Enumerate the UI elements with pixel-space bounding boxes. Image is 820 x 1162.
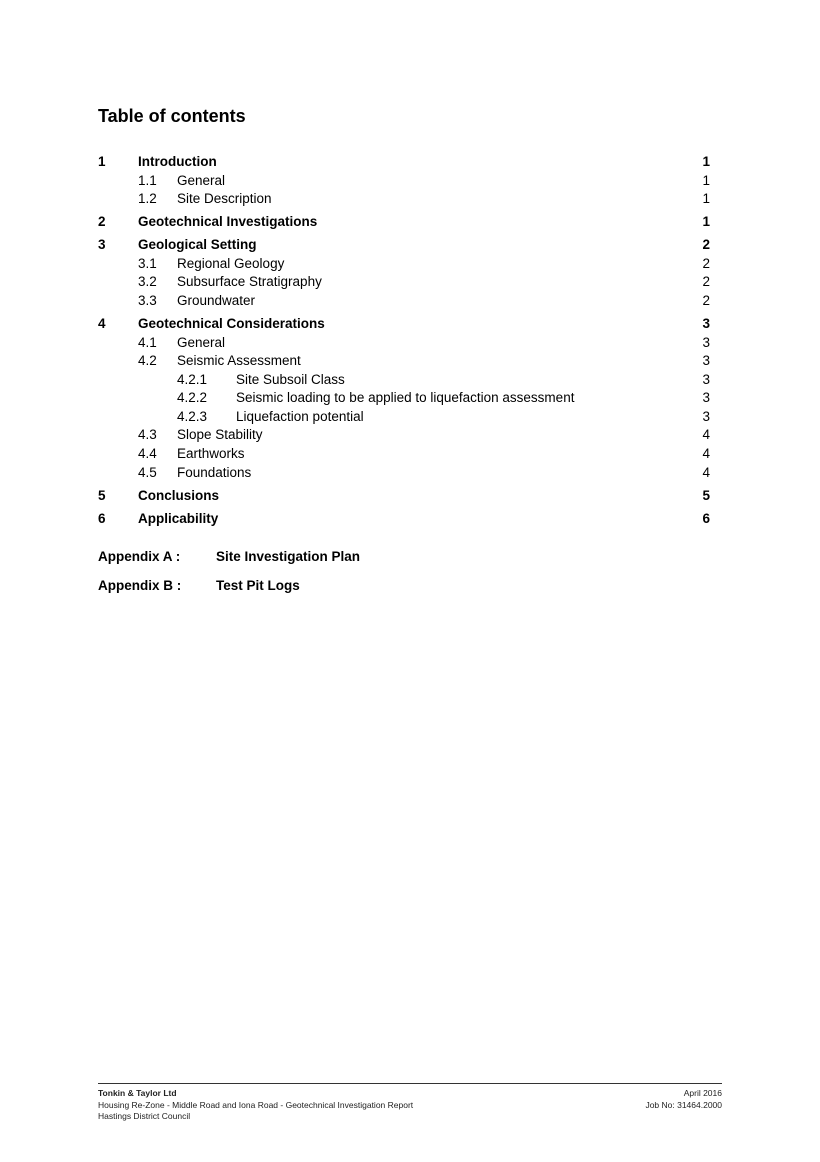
toc-page-number: 5 [702, 487, 710, 503]
footer-client: Hastings District Council [98, 1111, 191, 1121]
toc-entry-4-1[interactable] [98, 334, 710, 353]
toc-number: 4.5 [138, 464, 157, 480]
toc-page-number: 4 [702, 446, 710, 462]
toc-page-number: 2 [702, 274, 710, 290]
toc-entry-4-3[interactable] [98, 426, 710, 445]
toc-page-number: 3 [702, 353, 710, 369]
toc-number: 4.2.1 [177, 371, 208, 387]
toc-entry-1[interactable] [98, 153, 710, 172]
toc-label: Site Description [177, 191, 272, 207]
toc-label: Site Subsoil Class [236, 371, 345, 387]
toc-number: 3.3 [138, 292, 157, 308]
toc-page-number: 3 [702, 371, 710, 387]
toc-label: Geological Setting [138, 237, 257, 253]
footer-company: Tonkin & Taylor Ltd [98, 1088, 177, 1098]
toc-number: 1.1 [138, 172, 157, 188]
toc-entry-3[interactable] [98, 236, 710, 255]
toc-page-number: 6 [702, 510, 710, 526]
toc-entry-6[interactable] [98, 510, 710, 529]
toc-page-number: 3 [702, 334, 710, 350]
toc-page-number: 2 [702, 292, 710, 308]
toc-number: 4.2.3 [177, 408, 208, 424]
toc-number: 6 [98, 510, 106, 526]
toc-label: General [177, 172, 226, 188]
toc-number: 3 [98, 237, 106, 253]
toc-page-number: 1 [702, 154, 710, 169]
footer-project: Housing Re-Zone - Middle Road and Iona Road - Geotechnical Investigation Report [98, 1099, 414, 1110]
toc-number: 3.2 [138, 274, 157, 290]
toc-number: 4 [98, 315, 106, 331]
toc-entry-3-3[interactable] [98, 292, 710, 311]
toc-page-number: 3 [702, 315, 710, 331]
toc-number: 1 [98, 154, 106, 169]
toc-entry-5[interactable] [98, 487, 710, 506]
footer-job-number: Job No: 31464.2000 [645, 1099, 722, 1110]
toc-number: 4.2 [138, 353, 157, 369]
toc-page-number: 2 [702, 255, 710, 271]
toc-label: Subsurface Stratigraphy [177, 274, 322, 290]
toc-number: 2 [98, 214, 106, 230]
toc-number: 4.2.2 [177, 390, 208, 406]
toc-label: Slope Stability [177, 427, 263, 443]
toc-label: Seismic Assessment [177, 353, 301, 369]
footer-date: April 2016 [683, 1088, 722, 1098]
page-title: Table of contents [98, 106, 246, 126]
toc-label: Seismic loading to be applied to liquefaction assessment [236, 390, 575, 406]
toc-entry-4-2[interactable] [98, 352, 710, 371]
toc-label: Geotechnical Considerations [138, 315, 325, 331]
toc-entry-1-1[interactable] [98, 172, 710, 191]
toc-entry-4-5[interactable] [98, 464, 710, 483]
appendix-key: Appendix A : [98, 549, 181, 564]
toc-page-number: 3 [702, 390, 710, 406]
toc-entry-4-2-3[interactable] [98, 408, 710, 427]
toc-page-number: 1 [702, 191, 710, 207]
toc-entry-1-2[interactable] [98, 190, 710, 209]
toc-number: 4.4 [138, 446, 157, 462]
toc-entry-2[interactable] [98, 213, 710, 232]
toc-entry-4-4[interactable] [98, 445, 710, 464]
toc-number: 5 [98, 487, 106, 503]
toc-page-number: 2 [702, 237, 710, 253]
toc-entry-4-2-1[interactable] [98, 371, 710, 390]
table-of-contents [98, 153, 710, 528]
toc-page-number: 1 [702, 172, 710, 188]
toc-label: Groundwater [177, 292, 256, 308]
toc-page-number: 4 [702, 464, 710, 480]
toc-page-number: 4 [702, 427, 710, 443]
toc-label: Liquefaction potential [236, 408, 364, 424]
appendix-label: Site Investigation Plan [216, 549, 361, 564]
appendix-label: Test Pit Logs [216, 578, 300, 593]
toc-entry-3-2[interactable] [98, 273, 710, 292]
toc-page-number: 1 [702, 214, 710, 230]
toc-label: Geotechnical Investigations [138, 214, 318, 230]
appendix-key: Appendix B : [98, 578, 182, 593]
toc-number: 4.3 [138, 427, 157, 443]
toc-page-number: 3 [702, 408, 710, 424]
toc-entry-4-2-2[interactable] [98, 389, 710, 408]
toc-label: Applicability [138, 510, 219, 526]
toc-label: Regional Geology [177, 255, 285, 271]
toc-label: Foundations [177, 464, 252, 480]
toc-label: Introduction [138, 154, 217, 169]
footer-divider [98, 1083, 722, 1084]
toc-entry-4[interactable] [98, 315, 710, 334]
toc-number: 4.1 [138, 334, 157, 350]
toc-label: Earthworks [177, 446, 245, 462]
toc-entry-3-1[interactable] [98, 255, 710, 274]
toc-number: 1.2 [138, 191, 157, 207]
toc-number: 3.1 [138, 255, 157, 271]
toc-label: General [177, 334, 226, 350]
toc-label: Conclusions [138, 487, 220, 503]
